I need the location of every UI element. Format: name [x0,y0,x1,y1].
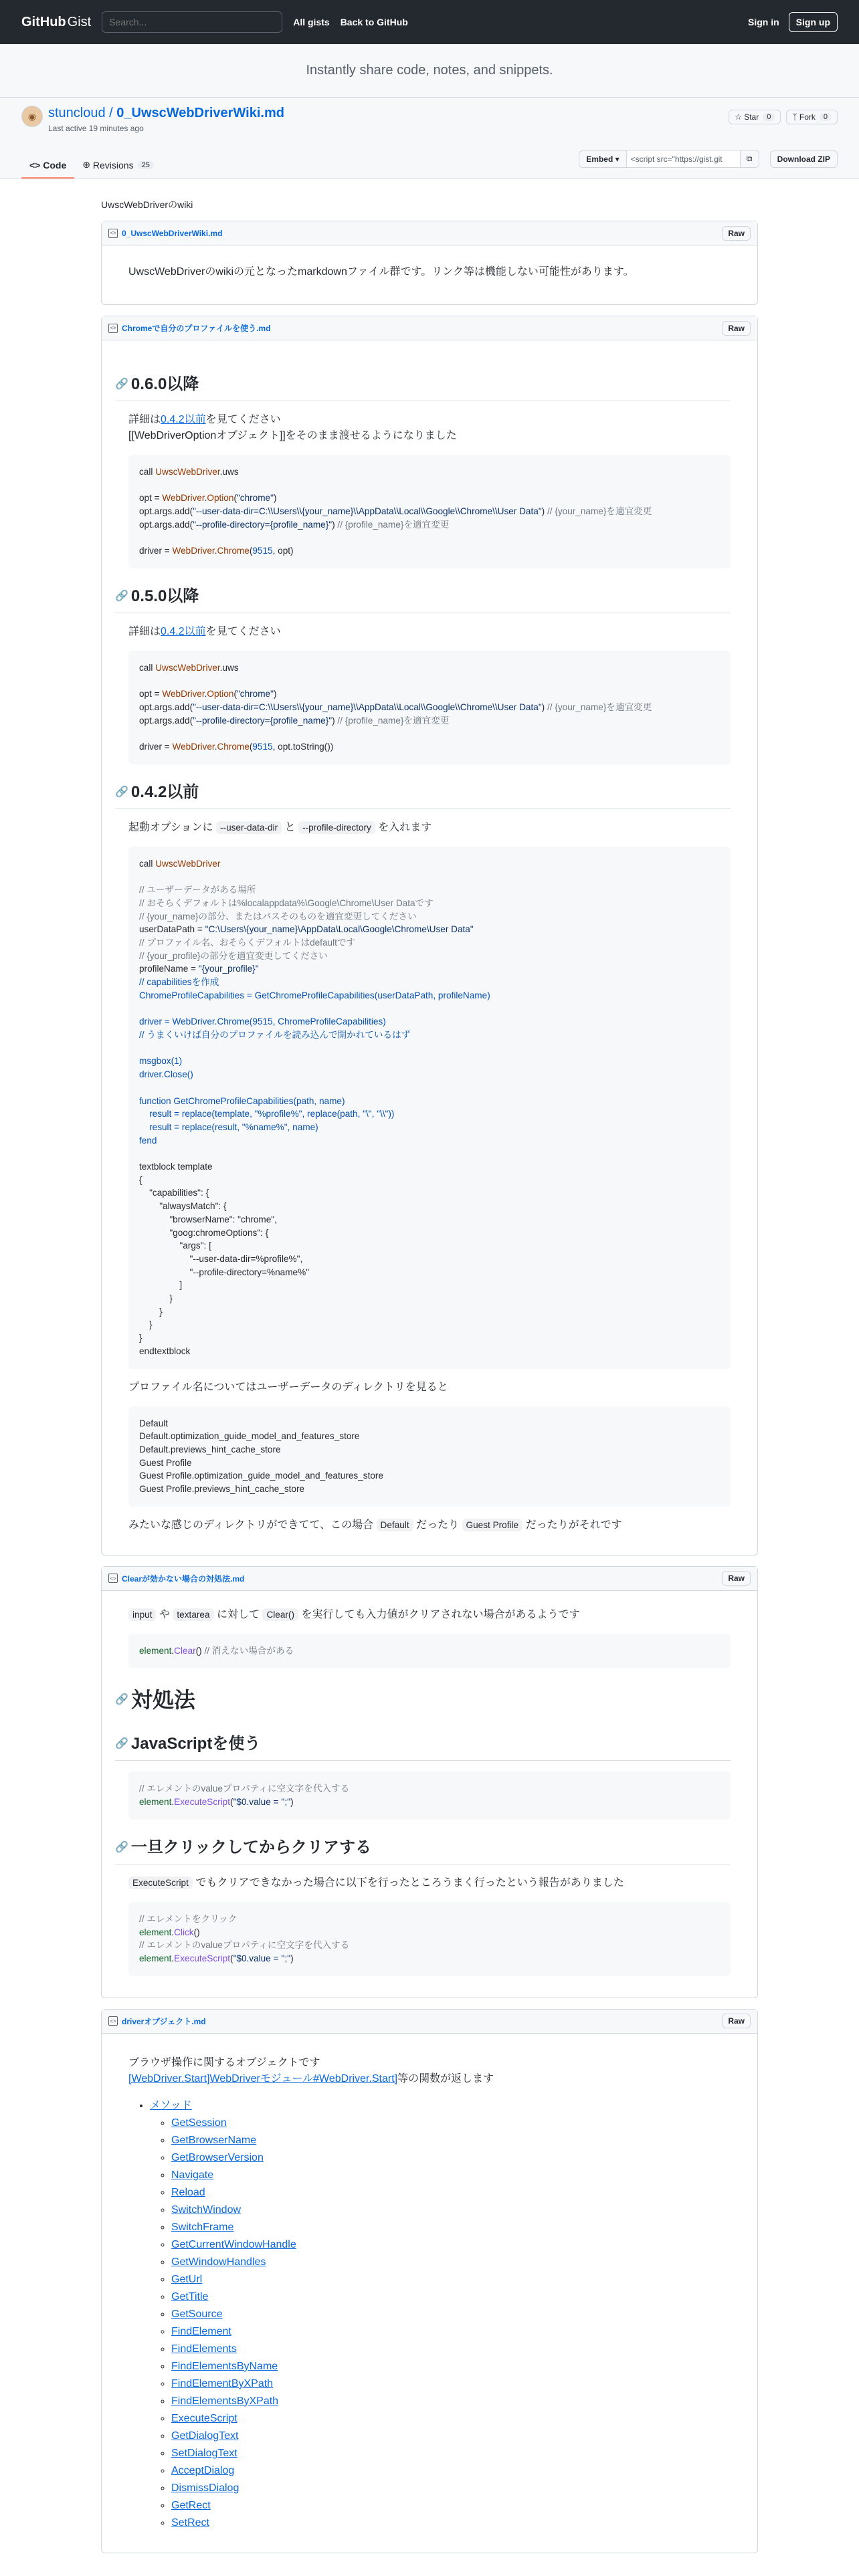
list-item [171,2150,731,2166]
list-item [171,2254,731,2270]
copy-icon[interactable]: ⧉ [741,150,759,168]
heading-042 [115,780,731,809]
method-link[interactable]: FindElementsByXPath [171,2395,279,2407]
list-item [171,2115,731,2131]
file-name-link[interactable]: Chromeで自分のプロファイルを使う.md [122,324,271,333]
heading-text: 対処法 [130,1688,195,1713]
title-sep: / [105,106,117,120]
code-block: element.Clear() // 消えない場合がある [128,1634,731,1669]
gist-name-link[interactable] [116,106,284,120]
list-item [171,2202,731,2218]
list-item [171,2376,731,2392]
code-block: call UwscWebDriver.uws opt = WebDriver.Option("chrome") opt.args.add("--user-data-dir=C:\\Users\\{your_name}\\AppData\\Local\\Google\\Chrome\\User Data") // {your_name}を適宜変更 opt.args.add("--profile-directory={profile_name}") // {profile_name}を適宜変更 driver = WebDriver.Chrome(9515, opt) [128,455,731,568]
list-item [171,2446,731,2462]
file-code-icon: <> [108,2016,118,2026]
list-item [171,2411,731,2427]
text: 詳細は [128,625,161,637]
star-icon: ☆ [735,112,742,122]
inline-code: Guest Profile [462,1519,523,1531]
method-link[interactable]: GetSource [171,2308,223,2320]
text: でもクリアできなかった場合に以下を行ったところうまく行ったという報告がありました [195,1876,624,1889]
revisions-icon: ⊕ [82,159,90,170]
tab-code[interactable] [21,152,74,179]
heading-text: 0.5.0以降 [130,586,199,605]
file-header [102,2010,757,2034]
file-header [102,221,757,245]
paragraph [128,1517,731,1533]
code-block: // エレメントのvalueプロパティに空文字を代入する element.ExecuteScript("$0.value = '';") [128,1772,731,1819]
method-link[interactable]: SetRect [171,2516,209,2529]
gist-description: UwscWebDriverのwiki [101,199,193,210]
text: や [159,1608,170,1620]
raw-button[interactable]: Raw [722,1571,751,1586]
file-header [102,316,757,340]
heading-text: 0.4.2以前 [130,782,199,801]
method-link[interactable]: FindElementsByName [171,2360,278,2372]
methods-sublist [150,2115,731,2531]
file-code-icon: <> [108,1574,118,1583]
gist-name: 0_UwscWebDriverWiki.md [116,106,284,120]
last-active: Last active 19 minutes ago [48,124,144,133]
inline-code: Default [377,1519,413,1531]
file-name-link[interactable]: 0_UwscWebDriverWiki.md [122,228,223,238]
inline-code: --user-data-dir [216,821,282,834]
search-input[interactable] [102,11,282,33]
inline-code: Clear() [262,1608,298,1621]
method-link[interactable]: GetUrl [171,2273,203,2285]
heading-text: 一旦クリックしてからクリアする [130,1838,371,1856]
inline-code: --profile-directory [298,821,375,834]
text: ブラウザ操作に関するオブジェクトです [128,2056,320,2068]
file-box [101,221,758,305]
method-link[interactable]: GetWindowHandles [171,2256,266,2268]
star-label: Star [744,112,759,122]
star-count: 0 [763,113,775,121]
link-icon[interactable]: 🔗 [115,1841,128,1853]
link-icon[interactable]: 🔗 [115,590,128,602]
text: を見てください [205,414,281,425]
fork-label: Fork [799,112,816,122]
inline-code: input [128,1608,156,1621]
inline-code: ExecuteScript [128,1876,193,1889]
paragraph: プロファイル名についてはユーザーデータのディレクトリを見ると [128,1381,448,1393]
paragraph [128,1607,731,1623]
method-link[interactable]: GetBrowserVersion [171,2151,264,2163]
raw-button[interactable]: Raw [722,226,751,241]
file-code-icon: <> [108,229,118,238]
list-item [171,2463,731,2479]
paragraph [128,820,731,836]
code-icon: <> [29,159,41,171]
fork-icon: ᛉ [792,112,797,122]
code-block: // エレメントをクリック element.Click() // エレメントのvalueプロパティに空文字を代入する element.ExecuteScript("$0.value = '';") [128,1902,731,1976]
logo-github: GitHub [21,14,66,29]
list-item [171,2359,731,2375]
sign-in-link[interactable]: Sign in [748,17,779,27]
sign-up-button[interactable]: Sign up [789,12,838,32]
list-item [171,2324,731,2340]
fork-count: 0 [820,113,832,121]
method-link[interactable]: SwitchWindow [171,2204,242,2216]
method-link[interactable]: FindElements [171,2343,237,2355]
avatar[interactable]: ◉ [21,106,43,127]
raw-button[interactable]: Raw [722,2014,751,2028]
method-link[interactable]: GetTitle [171,2290,209,2302]
text: 起動オプションに [128,821,213,833]
back-to-github-link[interactable]: Back to GitHub [340,17,408,27]
method-link[interactable]: Navigate [171,2169,214,2181]
logo-gist: Gist [67,14,92,29]
list-item [171,2289,731,2305]
list-item [150,2098,731,2531]
method-link[interactable]: SwitchFrame [171,2221,234,2233]
heading-050 [115,584,731,613]
link-042[interactable]: 0.4.2以前 [161,414,206,425]
list-item [171,2237,731,2253]
text: [[WebDriverOptionオブジェクト]]をそのまま渡せるようになりました [128,430,457,441]
text: 詳細は [128,414,161,425]
list-item [171,2306,731,2323]
star-button[interactable] [729,110,781,124]
method-link[interactable]: GetCurrentWindowHandle [171,2238,296,2250]
embed-label: Embed [586,154,613,164]
fork-button[interactable] [786,110,838,124]
method-link[interactable]: ExecuteScript [171,2412,237,2424]
link-icon[interactable]: 🔗 [115,1694,128,1706]
paragraph [128,2055,731,2087]
paragraph [128,624,731,640]
github-gist-logo[interactable] [21,15,91,30]
file-code-icon: <> [108,324,118,333]
method-link[interactable]: DismissDialog [171,2482,240,2494]
file-header [102,1567,757,1591]
list-item [171,2133,731,2149]
webdriver-start-link[interactable]: [WebDriver.Start]WebDriverモジュール#WebDriver.Start] [128,2072,398,2084]
heading-text: 0.6.0以降 [130,375,199,393]
text: みたいな感じのディレクトリができてて、この場合 [128,1519,374,1531]
text: と [284,821,296,833]
text: を見てください [205,625,281,637]
paragraph: UwscWebDriverのwikiの元となったmarkdownファイル群です。リンク等は機能しない可能性があります。 [128,266,634,278]
text: を実行しても入力値がクリアされない場合があるようです [301,1608,580,1620]
method-link[interactable]: GetSession [171,2117,227,2129]
paragraph [128,1875,731,1891]
list-item [171,2220,731,2236]
heading-click [115,1836,731,1864]
method-link[interactable]: GetBrowserName [171,2134,257,2146]
method-link[interactable]: Reload [171,2186,205,2198]
all-gists-link[interactable]: All gists [293,17,330,27]
inline-code: textarea [173,1608,213,1621]
method-link[interactable]: GetRect [171,2499,211,2511]
heading-js [115,1732,731,1761]
link-icon[interactable]: 🔗 [115,379,128,390]
tab-revisions-label: Revisions [92,159,134,171]
method-list [128,2098,731,2531]
tab-code-label: Code [43,159,67,171]
code-block: call UwscWebDriver.uws opt = WebDriver.Option("chrome") opt.args.add("--user-data-dir=C:\\Users\\{your_name}\\AppData\\Local\\Google\\Chrome\\User Data") // {your_name}を適宜変更 opt.args.add("--profile-directory={profile_name}") // {profile_name}を適宜変更 driver = WebDriver.Chrome(9515, opt.toString()) [128,651,731,764]
list-item [171,2341,731,2357]
methods-link[interactable]: メソッド [150,2099,192,2111]
method-link[interactable]: FindElement [171,2325,231,2337]
file-name-link[interactable]: Clearが効かない場合の対処法.md [122,1574,245,1584]
list-item [171,2428,731,2444]
tab-revisions[interactable] [74,152,162,179]
revisions-count: 25 [138,161,154,169]
file-box [101,1566,758,1998]
chevron-down-icon: ▾ [615,154,619,164]
text: を入れます [378,821,432,833]
paragraph [128,412,731,444]
tagline: Instantly share code, notes, and snippets. [0,44,859,98]
list-item [171,2272,731,2288]
file-box [101,2009,758,2553]
link-042[interactable]: 0.4.2以前 [161,625,206,637]
method-link[interactable]: FindElementByXPath [171,2377,274,2389]
text: だったり [416,1519,460,1531]
link-icon[interactable]: 🔗 [115,786,128,798]
raw-button[interactable]: Raw [722,321,751,336]
link-icon[interactable]: 🔗 [115,1738,128,1750]
site-header [0,0,859,44]
gist-header [0,98,859,179]
download-zip-button[interactable]: Download ZIP [770,150,838,168]
code-block: Default Default.optimization_guide_model_and_features_store Default.previews_hint_cache_store Guest Profile Guest Profile.optimization_guide_model_and_features_store Guest Profile.previews_hint_cache_store [128,1406,731,1507]
embed-url-input[interactable] [627,150,741,168]
method-link[interactable]: AcceptDialog [171,2464,235,2476]
heading-taisho [115,1684,731,1716]
main-content [101,179,758,2553]
file-name-link[interactable]: driverオブジェクト.md [122,2016,206,2026]
text: に対して [216,1608,260,1620]
method-link[interactable]: SetDialogText [171,2447,237,2459]
text: 等の関数が返します [397,2072,494,2084]
file-box [101,316,758,1555]
gist-title [48,106,284,121]
list-item [171,2498,731,2514]
owner-link[interactable]: stuncloud [48,106,106,120]
method-link[interactable]: GetDialogText [171,2430,239,2442]
heading-text: JavaScriptを使う [130,1735,261,1753]
list-item [171,2480,731,2496]
list-item [171,2515,731,2531]
text: だったりがそれです [525,1519,622,1531]
code-block: call UwscWebDriver // ユーザーデータがある場所 // おそらくデフォルトは%localappdata%\Google\Chrome\User Dataです // {your_name}の部分、またはパスそのものを適宜変更してください userDataPath = "C:\Users\{your_name}\AppData\Local\Google\Chrome\User Data" // プロファイル名、おそらくデフォルトはdefaultです // {your_profile}の部分を適宜変更してください profileName = "{your_profile}" // capabilitiesを作成 ChromeProfileCapabilities = GetChromeProfileCapabilities(userDataPath, profileName) driver = WebDriver.Chrome(9515, ChromeProfileCapabilities) // うまくいけば自分のプロファイルを読み込んで開かれているはず msgbox(1) driver.Close() function GetChromeProfileCapabilities(path, name) result = replace(template, "%profile%", replace(path, "\", "\\")) result = replace(result, "%name%", name) fend textblock template { "capabilities": { "alwaysMatch": { "browserName": "chrome", "goog:chromeOptions": { "args": [ "--user-data-dir=%profile%", "--profile-directory=%name%" ] } } } } endtextblock [128,847,731,1369]
list-item [171,2185,731,2201]
list-item [171,2393,731,2409]
list-item [171,2167,731,2183]
embed-dropdown[interactable] [579,150,626,168]
heading-060 [115,372,731,401]
